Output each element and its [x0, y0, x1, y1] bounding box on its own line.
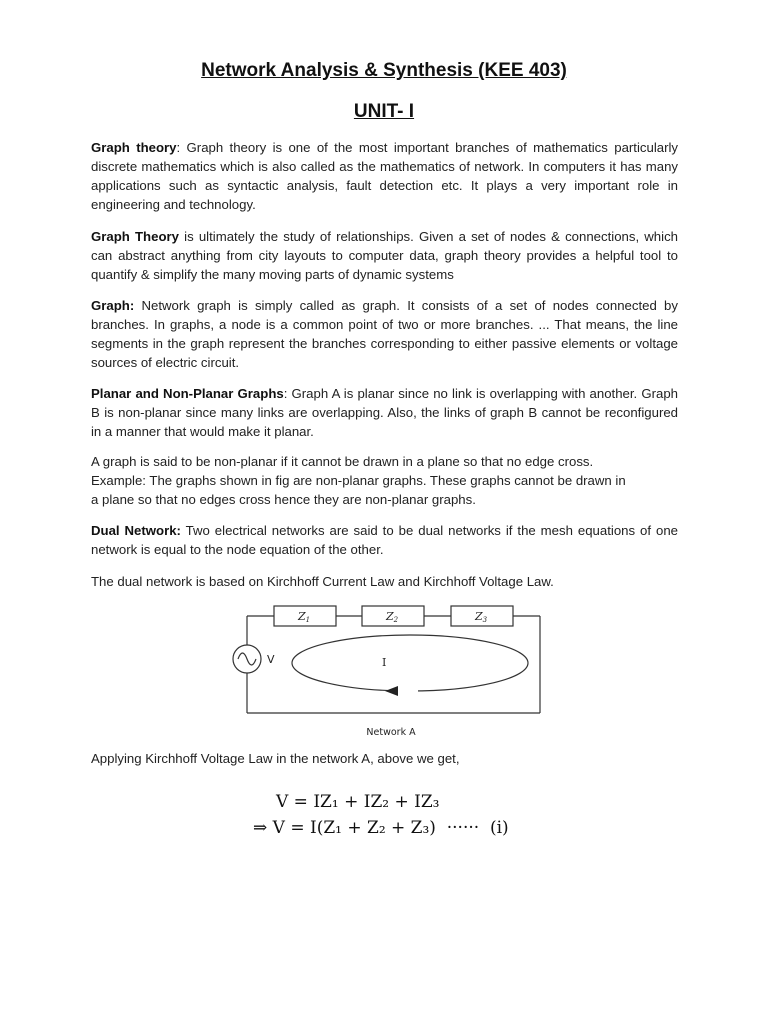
paragraph-text: : Graph theory is one of the most important branches of mathematics particularly discrete mathematics which is also called as the mathematics of network. In computers it has many applications such as syntactic analysis, fault detection etc. It plays a very important role in engineering and technology.: [91, 140, 678, 212]
term-graph: Graph:: [91, 298, 135, 313]
paragraph-text: is ultimately the study of relationships. Given a set of nodes & connections, which can abstract anything from city layouts to computer data, graph theory provides a helpful tool to quantify & simplify the many moving parts of dynamic systems: [91, 229, 679, 282]
term-planar-graphs: Planar and Non-Planar Graphs: [91, 386, 284, 401]
paragraph-text: : Graph A is planar since no link is overlapping with another. Graph B is non-planar since many links are overlapping. Also, the links of graph B cannot be reconfigured in a manner that would make it planar.: [91, 386, 679, 439]
paragraph-text: Two electrical networks are said to be dual networks if the mesh equations of one network is equal to the node equation of the other.: [91, 523, 678, 557]
term-graph-theory: Graph theory: [91, 140, 177, 155]
text-line: A graph is said to be non-planar if it cannot be drawn in a plane so that no edge cross.: [91, 454, 594, 469]
paragraph-graph-theory-relationships: [91, 227, 678, 284]
equation-line-2: ⇒ V = I(Z₁ + Z₂ + Z₃) ······ (i): [253, 818, 509, 838]
paragraph-planar-graphs: [91, 384, 678, 441]
figure-caption: Network A: [366, 727, 416, 738]
term-dual-network: Dual Network:: [91, 523, 181, 538]
paragraph-graph-theory: [91, 138, 678, 214]
current-loop: [292, 635, 528, 691]
label-z2: Z2: [386, 610, 399, 624]
document-title: Network Analysis & Synthesis (KEE 403): [201, 60, 567, 81]
paragraph-non-planar: [91, 452, 678, 509]
paragraph-text: Network graph is simply called as graph. It consists of a set of nodes connected by branches. In graphs, a node is a common point of two or more branches. ... That means, the line segments in the graph represent the branches corresponding to either passive elements or voltage sources of electric circuit.: [91, 298, 678, 370]
label-v: V: [267, 653, 275, 666]
paragraph-applying-kvl: Applying Kirchhoff Voltage Law in the network A, above we get,: [91, 751, 460, 766]
network-a-figure: [0, 595, 768, 755]
label-z1: Z1: [298, 610, 311, 624]
text-line: Example: The graphs shown in fig are non-planar graphs. These graphs cannot be drawn in: [91, 473, 626, 488]
label-z3: Z3: [475, 610, 488, 624]
text-line: a plane so that no edges cross hence they are non-planar graphs.: [91, 492, 476, 507]
label-i: I: [382, 656, 387, 669]
unit-heading: UNIT- I: [353, 101, 415, 122]
paragraph-dual-network: [91, 521, 678, 559]
paragraph-graph: [91, 296, 678, 372]
equation-line-1: V = IZ₁ + IZ₂ + IZ₃: [276, 792, 440, 812]
term-graph-theory-2: Graph Theory: [91, 229, 179, 244]
paragraph-dual-basis: The dual network is based on Kirchhoff Current Law and Kirchhoff Voltage Law.: [91, 574, 554, 589]
